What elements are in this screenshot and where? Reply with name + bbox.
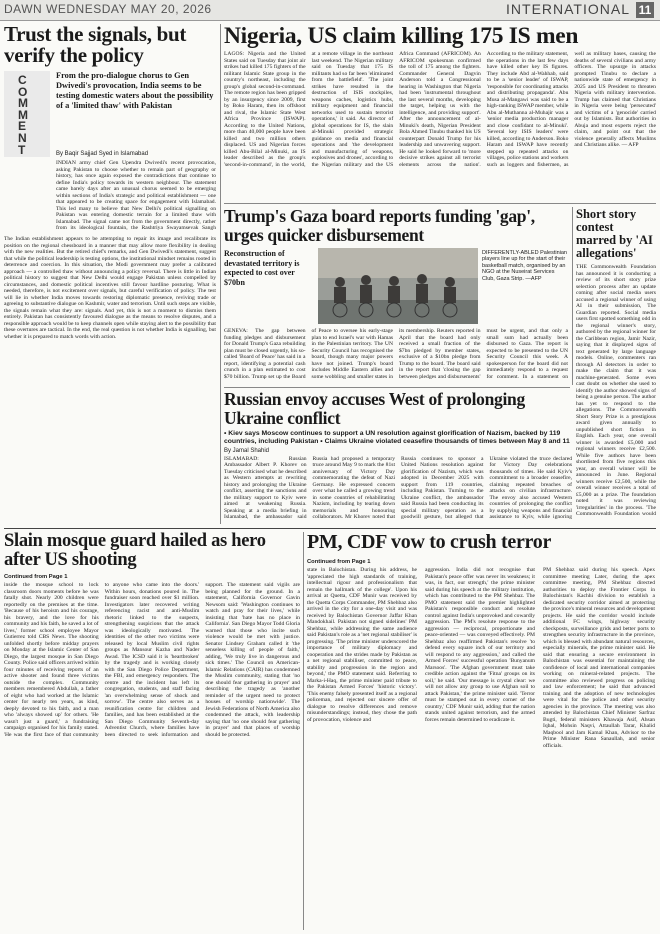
- column-rule: [303, 532, 304, 930]
- section-rule: [224, 203, 656, 204]
- russia-deck: • Kiev says Moscow continues to support a UN resolution against glorification of Nazism, backed by 119 countries, including Pakistan • Claims Ukraine violated ceasefire thousands of times between May 8 and 11: [224, 430, 570, 445]
- russia-byline: By Jamal Shahid: [224, 447, 270, 454]
- russia-article: [224, 390, 572, 524]
- pm-cdf-headline: PM, CDF vow to crush terror: [307, 532, 552, 553]
- pm-cdf-continued: Continued from Page 1: [307, 559, 371, 565]
- gaza-photo-caption: DIFFERENTLY-ABLED Palestinian players line up for the start of their basketball match, organised by an NGO at the Nuseirat Services Club, Gaza Strip. —AFP: [482, 250, 567, 282]
- russia-headline: Russian envoy accuses West of prolonging Ukraine conflict: [224, 390, 525, 428]
- section-rule: [224, 387, 570, 388]
- comment-body-top: INDIAN army chief Gen Upendra Dwivedi's recent provocation, asking Pakistan to choose whether to remain part of geography or history, has once again exposed the contradictions that continue to define India's policy towards its western neighbour. The statement came barely days after an unusual chorus seemed to be emerging within sections of India's strategic and political establishment — one that appeared to be creating space for engagement with Islamabad. This led many to believe that New Delhi's political signalling on Pakistan was entering domestic terrain for a limited thaw with Islamabad. The signal came not from the government directly, rather from its ideological fountain, the Rashtriya Swayamsevak Sangh: [56, 160, 216, 231]
- comment-byline: By Baqir Sajjad Syed in Islamabad: [56, 151, 149, 157]
- comment-label-box: [4, 71, 50, 157]
- pm-cdf-body-col3: PM Shehbaz said during his speech. Apex committee meeting Later, during the apex committee meeting, PM Shehbaz directed authorities to deploy the Frontier Corps in Balochistan's Kachhi division to establish a dedicated security corridor aimed at protecting the province's mineral resources and development projects. He said the corridor would include additional FC wings, highway security checkposts, surveillance grids and better ports to strengthen security infrastructure in the province, which is blessed with abundant natural resources, especially minerals, the prime minister said. He said that ensuring a secure environment in Balochistan was essential for maintaining the confidence of local and international companies working on mineral-related projects. The committee also reviewed progress on policing and law enforcement; he said that advanced training and the adoption of new technologies were vital for the police and other security agencies in the province. The meeting was also attended by Balochistan Chief Minister Sarfraz Bugti, federal ministers Khawaja Asif, Ahsan Iqbal, Mohsin Naqvi, Attaullah Tarar, Khalid Maqbool and Jam Kamal Khan, Advisor to the Prime Minister Rana Sanaullah, and senior officials.: [543, 567, 655, 749]
- short-story-headline: Short story contest marred by 'AI allegations': [576, 208, 653, 260]
- mosque-headline: Slain mosque guard hailed as hero after US shooting: [4, 532, 266, 570]
- nigeria-body: LAGOS: Nigeria and the United States said on Tuesday that joint air strikes had killed 175 fighters of the militant Islamic State group in the country's northeast, including the group's global second-in-command. The remote region has been gripped by an insurgency since 2009, first by Boko Haram, then its offshoot and rival, the Islamic State West Africa Province (ISWAP). According to the United Nations, more than 40,000 people have been killed and two million others displaced. US and Nigerian forces killed Abu-Bilal al-Minuki, an IS leader described as the group's 'second-in-command', in the world, at a remote village in the northeast last weekend. The Nigerian military said on Tuesday that 175 IS militants had so far been 'eliminated from the battlefield'. 'The joint strikes have resulted in the destruction of ISIS stockpiles, weapons caches, logistics hubs, military equipment and financial networks used to sustain terrorist operations,' it said. As director of global operations for IS, the slain al-Minuki provided strategic guidance on media and financial operations and 'the development and manufacturing of weapons, explosives and drones', according to the Nigerian military and the US Africa Command (AFRICOM). An AFRICOM spokesman confirmed the toll of 175 among the fighters. Commander General Dagvin Anderson told a Congressional hearing in Washington that Nigeria had been 'instrumental throughout the last several months, developing the target, helping us with the intelligence, and providing support'. After the announcement of al-Minuki's death, Nigerian President Bola Ahmed Tinubu thanked his US counterpart Donald Trump for his leadership and unwavering support. He said he looked forward to 'more decisive strikes against all terrorist elements across the nation'. According to the military statement, the operations in the last few days have killed other key IS figures. They include Abd al-Wahhab, said to be a 'senior leader' of ISWAP, 'responsible for coordinating attacks and distributing propaganda'. Abu Musa al-Mangawi was said to be a high-ranking ISWAP member, while Abu al-Muthanna al-Muhajir was a 'senior media production manager and close confidant to al-Minuki'. 'Several key ISIS leaders' were killed, according to Anderson. Boko Haram and ISWAP have recently stepped up repeated attacks on villages, police stations and workers such as loggers and fishermen, as well as military bases, causing the deaths of several civilians and army officers. The upsurge in attacks prompted Tinubu to declare a nationwide state of emergency in 2025 and US President to threaten Nigeria with military intervention. Trump has claimed that Christians in Nigeria were being 'persecuted' and victims of a 'genocide' carried out by Islamists. But authorities in Abuja and most experts reject the claim, and point out that the violence generally affects Muslims and Christians alike. — AFP: [224, 51, 656, 168]
- section-name: INTERNATIONAL: [506, 1, 630, 17]
- mosque-body: inside the mosque school to lock classroom doors moments before he was fatally shot. Nearly 200 children were reportedly on the premises at the time. 'Because of his heroism and his courage, his bravery, and the love for his community and his faith, he saved a lot of lives,' former school employee Mayor Gutierrez told CBS News. The shooting unfolded shortly before midday prayers on Monday at the Islamic Center of San Diego, the largest mosque in San Diego County. Police said officers arrived within four minutes of receiving reports of an active shooter and found three victims outside the complex. Community members remembered Abdullah, a father of eight who had worked at the Islamic center for nearly ten years, as kind, deeply devoted to his faith, and a man who 'always showed up' for others. 'He wasn't just a guard,' a fundraising campaign organised for his family stated. 'He was the first face of that community to anyone who came into the doors.' Within hours, donations poured in. The fundraiser soon reached over $1 million. Investigators later recovered writing referencing racist and anti-Muslim rhetoric linked to the suspects, strengthening suspicions that the attack was ideologically motivated. The identities of the other two victims were released by local Muslim civil rights groups as Mansour Kazha and Nader Awad. The ICSD said it is 'heartbroken' by the tragedy and is working closely with the San Diego Police Department, the FBI, and emergency responders. The centre and the incident has left its congregation, students, and staff facing 'an overwhelming sense of shock and sorrow'. The centre also serves as a reunification centre for children and families, and has been established at the San Diego Community Seventh-day Adventist Church, where families have been directed to seek information and support. The statement said vigils are being planned for the ground. In a statement, California Governor Gavin Newsom said: 'Washington continues to watch and pray for their lives,' while insisting that 'hate has no place in California'. San Diego Mayor Todd Gloria warned that those who incite such violence would be met with justice. Senator Lindsey Graham called it 'the senseless killing of people of faith,' adding, 'We truly live in dangerous and sick times.' The Council on American-Islamic Relations (CAIR) has condemned the Muslim community, stating that 'no one should fear gathering in prayer' and describing the tragedy as 'another reminder of the urgent need to protect houses of worship nationwide'. The Jewish Federations of North America also condemned the attack, with leadership saying that 'no one should fear gathering in prayer' and that places of worship should be protected.: [4, 582, 300, 738]
- masthead: [0, 0, 660, 21]
- gaza-deck: Reconstruction of devastated territory is expected to cost over $70bn: [224, 249, 300, 287]
- short-story-article: [576, 208, 656, 518]
- comment-label: COMMENT: [18, 73, 28, 157]
- page-number: 11: [636, 2, 654, 18]
- comment-article: [4, 24, 218, 524]
- masthead-date: DAWN WEDNESDAY MAY 20, 2026: [4, 2, 212, 16]
- pm-cdf-article: [307, 532, 656, 930]
- nigeria-headline: Nigeria, US claim killing 175 IS men: [224, 24, 579, 49]
- comment-deck-area: [4, 71, 218, 159]
- nigeria-article: [224, 24, 656, 200]
- gaza-headline: Trump's Gaza board reports funding 'gap', urges quicker disbursement: [224, 207, 535, 245]
- column-rule: [220, 24, 221, 524]
- column-rule: [572, 207, 573, 385]
- gaza-body: GENEVA: The gap between funding pledges and disbursement for Donald Trump's Gaza rebuilding plan must be closed urgently, his so-called 'Board of Peace' has said in a report, identifying a potential cash crunch in a plan estimated to cost $70 billion. Trump set up the Board of Peace to oversee his early-stage plan to end Israel's war with Hamas in the Palestinian territory. The UN Security Council has recognised the board, though many major powers have not joined. Trump's board includes Middle Eastern allies and some wobbling and smaller states in its membership. Reuters reported in April that the board had only received a small fraction of the $7bn pledged by member states, exclusive of a $10bn pledge from Trump to the board. The board said in the report that 'closing the gap between pledges and disbursements' must be urgent, and that only a small sum had actually been disbursed to Gaza. The report is expected to be presented to the UN Security Council this week. A spokesperson for the board did not immediately respond to a request for comment. In a statement on: [224, 328, 568, 380]
- comment-deck: From the pro-dialogue chorus to Gen Dwivedi's provocation, India seems to be testing domestic waters about the possibility of a 'limited thaw' with Pakistan: [56, 71, 214, 110]
- pm-cdf-body-col1: state in Balochistan. During his address, he 'appreciated the high standards of training, intellectual rigour and professionalism that remain the hallmark of the college'. Upon his arrival at Quetta, CDF Munir was received by the Quetta Corps Commander, PM Shehbaz also arrived in the city for a one-day visit and was received by Balochistan Governor Jaffar Khan Mandokhail. Pakistan not signed sidelines' PM Shehbaz, while addressing the same audience said Pakistan's role as a 'net regional stabiliser' is progressing. 'The prime minister underscored the importance of military diplomacy and cooperation and the strides made by Pakistan as a net regional stabiliser, committed to peace, stability and progression in the region and beyond,' the PMO statement said. Referring to Marka-i-Haq, the prime minister paid tribute to the Pakistan Armed Forces' 'historic victory'. 'This enemy falsely presented itself as a regional policeman, and rejected our sincere offer of dialogue to resolve differences and remove misunderstandings; instead, they chose the path of provocation, violence and: [307, 567, 417, 723]
- section-rule: [4, 528, 656, 529]
- comment-headline: Trust the signals, but verify the policy: [4, 24, 187, 67]
- short-story-body: THE Commonwealth Foundation has announced it is conducting a review of its short story prize selection process after an update coming after social media users accused a regional winner of using AI in their submission, The Guardian reported. Social media users first spotted something odd in the regional winner's story, authored by the regional winner for the Caribbean region, Jamir Nazir, saying that it displayed signs of text generated by large language models. Online, commenters ran through AI detectors in order to make the claim that it was machine-generated. Some even cast doubt on whether she used to identify the author showed signs of being a genuine person. The author has yet to respond to the allegations. The Commonwealth Short Story Prize is a prestigious award given annually to unpublished short fiction in English. Each year, one overall winner is awarded £5,000 and regional winners receive £2,500. While five authors have been shortlisted from five regions this year, an overall winner will be announced in June. Regional winners receive £2,500, while the overall winner receives a total of £5,000 as a prize. The foundation noted it was reviewing 'irregularities' in the process. 'The Commonwealth Foundation would: [576, 264, 656, 517]
- basketball-players-image: [318, 248, 478, 324]
- mosque-article: [4, 532, 300, 930]
- mosque-continued: Continued from Page 1: [4, 574, 68, 580]
- russia-body: ISLAMABAD: Russian Ambassador Albert P. Khorev on Tuesday criticised what he described as Western attempts at rewriting history and prolonging the Ukraine conflict, asserting the sanctions and the military support to Kyiv were aimed at weakening Russia. Speaking at a media briefing in Islamabad, the ambassador said Russia had proposed a temporary truce around May 9 to mark the 81st anniversary of Victory Day commemorating the defeat of Nazi Germany. He expressed concern over what he called a growing trend in some countries of rehabilitating Nazism, including by tearing down memorials and honouring collaborators. Mr Khorev noted that Russia continues to sponsor a United Nations resolution against glorification of Nazism, which was adopted in December 2025 with support from 119 countries, including Pakistan. Turning to the Ukraine conflict, the ambassador said Russia had been conducting its special military operation as a goodwill gesture, but alleged that Ukraine violated the truce declared for Victory Day celebrations thousands of times. He said Kyiv's commitment to a broader ceasefire, claiming repeated breaches of attacks on civilian infrastructure. The envoy also accused Western countries of prolonging the conflict by supplying weapons and financial assistance to Kyiv, while ignoring: [224, 455, 572, 521]
- pm-cdf-body-col2: aggression. India did not recognise that Pakistan's peace offer was never its weakness; it was, in fact, our strength,' the prime minister said during his speech at the military institution, which has contributed to the PM Shehbaz. The PMO statement said the premier highlighted Pakistan's responsible conduct and resolute control against India's unprovoked and cowardly aggression. The PM's resolute response to the aggression — reciprocal, proportionate and peace-oriented — was conveyed effectively. PM Shehbaz also reaffirmed Pakistan's resolve 'to defend every square inch of our territory and will respond to any aggression,' and called the Armed Forces' successful operation 'Bunyanum Marsoos'. 'The Afghan government must take credible action against the 'Fitna' groups on its soil,' he said. 'Our message is crystal clear: we will not allow any group to use Afghan soil to attack Pakistan,' the prime minister said. 'Terror must be stamped out in every corner of the country,' CDF Munir said, adding that the nation stands united against terrorism, and the armed forces remain determined to eradicate it.: [425, 567, 535, 723]
- gaza-photo: [318, 248, 478, 324]
- comment-body: The Indian establishment appears to be attempting to repair its image and recalibrate its position on the regional chessboard in a manner that may allow more flexibility in dealing with the new realities. But the retired chief's remarks, and Gen Dwivedi's statement, suggest that while the political leadership is testing options, the institutional mindset remains rooted in deterrence and coercion. In this situation, the Modi government may prefer a calibrated approach — a controlled thaw without announcing a policy reversal. There is little in Indian political history to suggest that New Delhi would engage Pakistan unless compelled by circumstances, and domestic political incentives still favour hardline posturing. What is needed, therefore, is not excitement over signals, but careful verification of policy. The test will lie in whether India moves towards restoring diplomatic presence, reviving trade or agreeing to substantive dialogue on Kashmir, water and terrorism. Until such steps are visible, the signals remain what they are: signals. And yet, this is not a moment to dismiss them entirely. Pakistan has consistently favoured dialogue as the means to resolve disputes, and a responsible approach would be to keep channels open while staying alert to the possibility that these overtures are tactical. In the end, the real question is not whether India is signalling, but whether it is prepared to match words with action.: [4, 236, 216, 340]
